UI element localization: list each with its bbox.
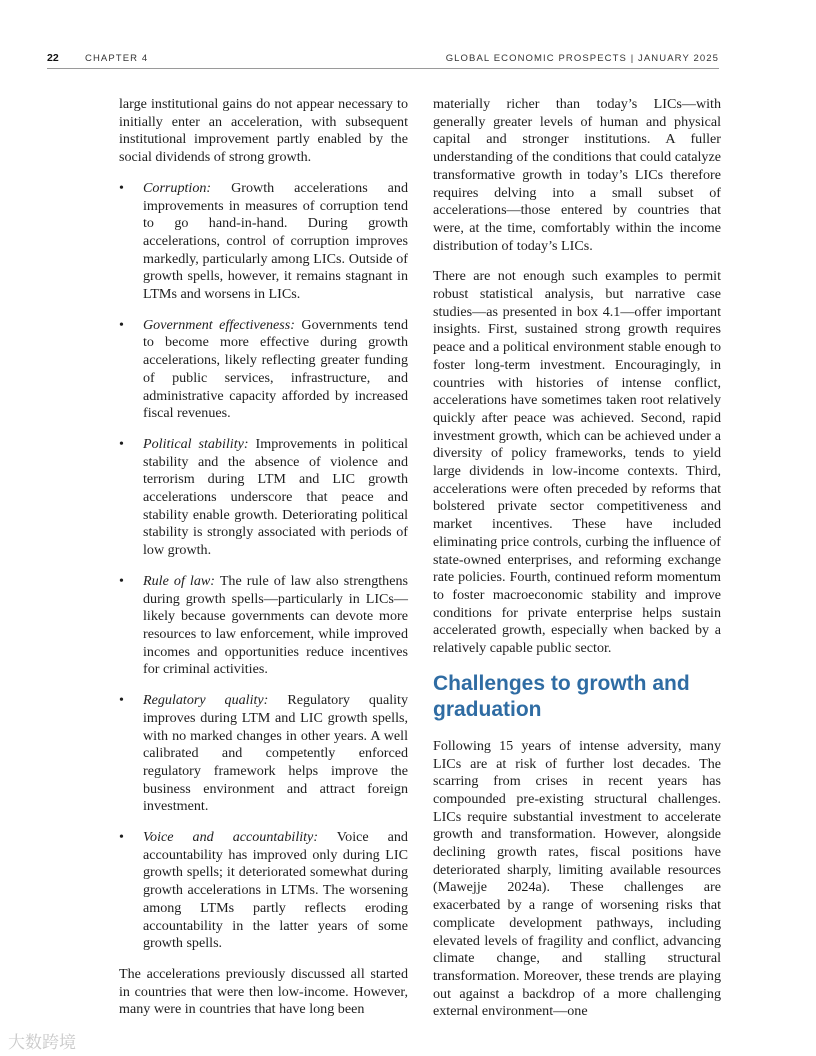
institutions-bullet-list: [119, 180, 408, 953]
bullet-symbol: •: [119, 179, 124, 196]
bullet-symbol: •: [119, 435, 124, 452]
page-header: [47, 52, 719, 69]
bullet-text: Improvements in political stability and the absence of violence and terrorism during LTM and LIC growth accelerations underscore that peace and stability enable growth. Deteriorating political stability is strongly associated with periods of low growth.: [143, 435, 408, 559]
page-number: 22: [47, 52, 59, 64]
paragraph-case-studies: There are not enough such examples to permit robust statistical analysis, but narrative case studies—as presented in box 4.1—offer important insights. First, sustained strong growth requires peace and a political environment stable enough to foster long-term investment. Encouragingly, in countries with histories of intense conflict, accelerations have sometimes taken root relatively quickly after peace was achieved. Second, rapid investment growth, which can be achieved under a diversity of policy frameworks, tends to yield large dividends in low-income contexts. Third, accelerations were often preceded by reforms that bolstered private sector competitiveness and market incentives. These have included eliminating price controls, curbing the influence of state-owned enterprises, and reforming exchange rate policies. Fourth, continued reform momentum to foster macroeconomic stability and improve conditions for private enterprise helps sustain accelerated growth, especially when backed by a relatively capable public sector.: [433, 268, 721, 657]
bullet-term: Corruption:: [143, 179, 212, 196]
bullet-term: Rule of law:: [143, 572, 215, 589]
bullet-text: Governments tend to become more effective during growth accelerations, likely reflecting greater funding of public services, infrastructure, and administrative capacity afforded by increased fiscal revenues.: [143, 316, 408, 422]
intro-paragraph: large institutional gains do not appear necessary to initially enter an acceleration, with subsequent institutional improvement partly enabled by the social dividends of strong growth.: [119, 96, 408, 166]
section-heading: Challenges to growth and graduation: [433, 671, 690, 721]
closing-paragraph: The accelerations previously discussed all started in countries that were then low-income. However, many were in countries that have long been: [119, 965, 408, 1018]
bullet-text: Voice and accountability has improved only during LIC growth spells; it deteriorated somewhat during growth accelerations in LTMs. The worsening among LTMs partly reflects eroding accountability in the latter years of some growth spells.: [143, 829, 408, 952]
watermark-logo: 大数跨境: [8, 1033, 76, 1053]
bullet-symbol: •: [119, 692, 124, 709]
bullet-term: Voice and accountability:: [143, 829, 319, 846]
left-column: [119, 96, 408, 1032]
bullet-government-effectiveness: [119, 317, 408, 423]
paragraph-richer-countries: materially richer than today’s LICs—with generally greater levels of human and physical capital and stronger institutions. A fuller understanding of the conditions that could catalyze transformative growth in today’s LICs therefore requires delving into a small subset of accelerations—those entered by countries that were, at the time, comfortably within the income distribution of today’s LICs.: [433, 96, 721, 254]
bullet-symbol: •: [119, 572, 124, 589]
bullet-regulatory-quality: [119, 692, 408, 816]
publication-title: GLOBAL ECONOMIC PROSPECTS | JANUARY 2025: [445, 53, 719, 64]
right-column: [433, 96, 721, 1034]
bullet-term: Regulatory quality:: [143, 692, 269, 709]
bullet-term: Political stability:: [143, 435, 249, 452]
bullet-political-stability: [119, 436, 408, 560]
bullet-corruption: [119, 180, 408, 304]
bullet-rule-of-law: [119, 573, 408, 679]
bullet-symbol: •: [119, 316, 124, 333]
bullet-symbol: •: [119, 829, 124, 846]
bullet-term: Government effectiveness:: [143, 316, 295, 333]
paragraph-challenges: Following 15 years of intense adversity, many LICs are at risk of further lost decades. The scarring from crises in recent years has compounded pre-existing structural challenges. LICs require substantial investment to accelerate growth and transformation. However, alongside declining growth rates, fiscal positions have deteriorated sharply, limiting available resources (Mawejje 2024a). These challenges are exacerbated by a range of worsening risks that complicate development pathways, including elevated levels of fragility and conflict, advancing climate change, and stalling structural transformation. Moreover, these trends are playing out against a backdrop of a more challenging external environment—one: [433, 737, 721, 1020]
bullet-text: Growth accelerations and improvements in measures of corruption tend to go hand-in-hand. During growth accelerations, control of corruption improves markedly, particularly among LICs. Outside of growth spells, however, it remains stagnant in LTMs and worsens in LICs.: [143, 179, 408, 303]
bullet-text: The rule of law also strengthens during growth spells—particularly in LICs—likely because governments can devote more resources to law enforcement, while improved incomes and opportunities reduce incentives for criminal activities.: [143, 572, 408, 678]
chapter-label: CHAPTER 4: [85, 53, 149, 64]
bullet-text: Regulatory quality improves during LTM and LIC growth spells, with no marked changes in other years. A well calibrated and competently enforced regulatory framework helps improve the business environment and attract foreign investment.: [143, 692, 408, 815]
bullet-voice-accountability: [119, 829, 408, 953]
